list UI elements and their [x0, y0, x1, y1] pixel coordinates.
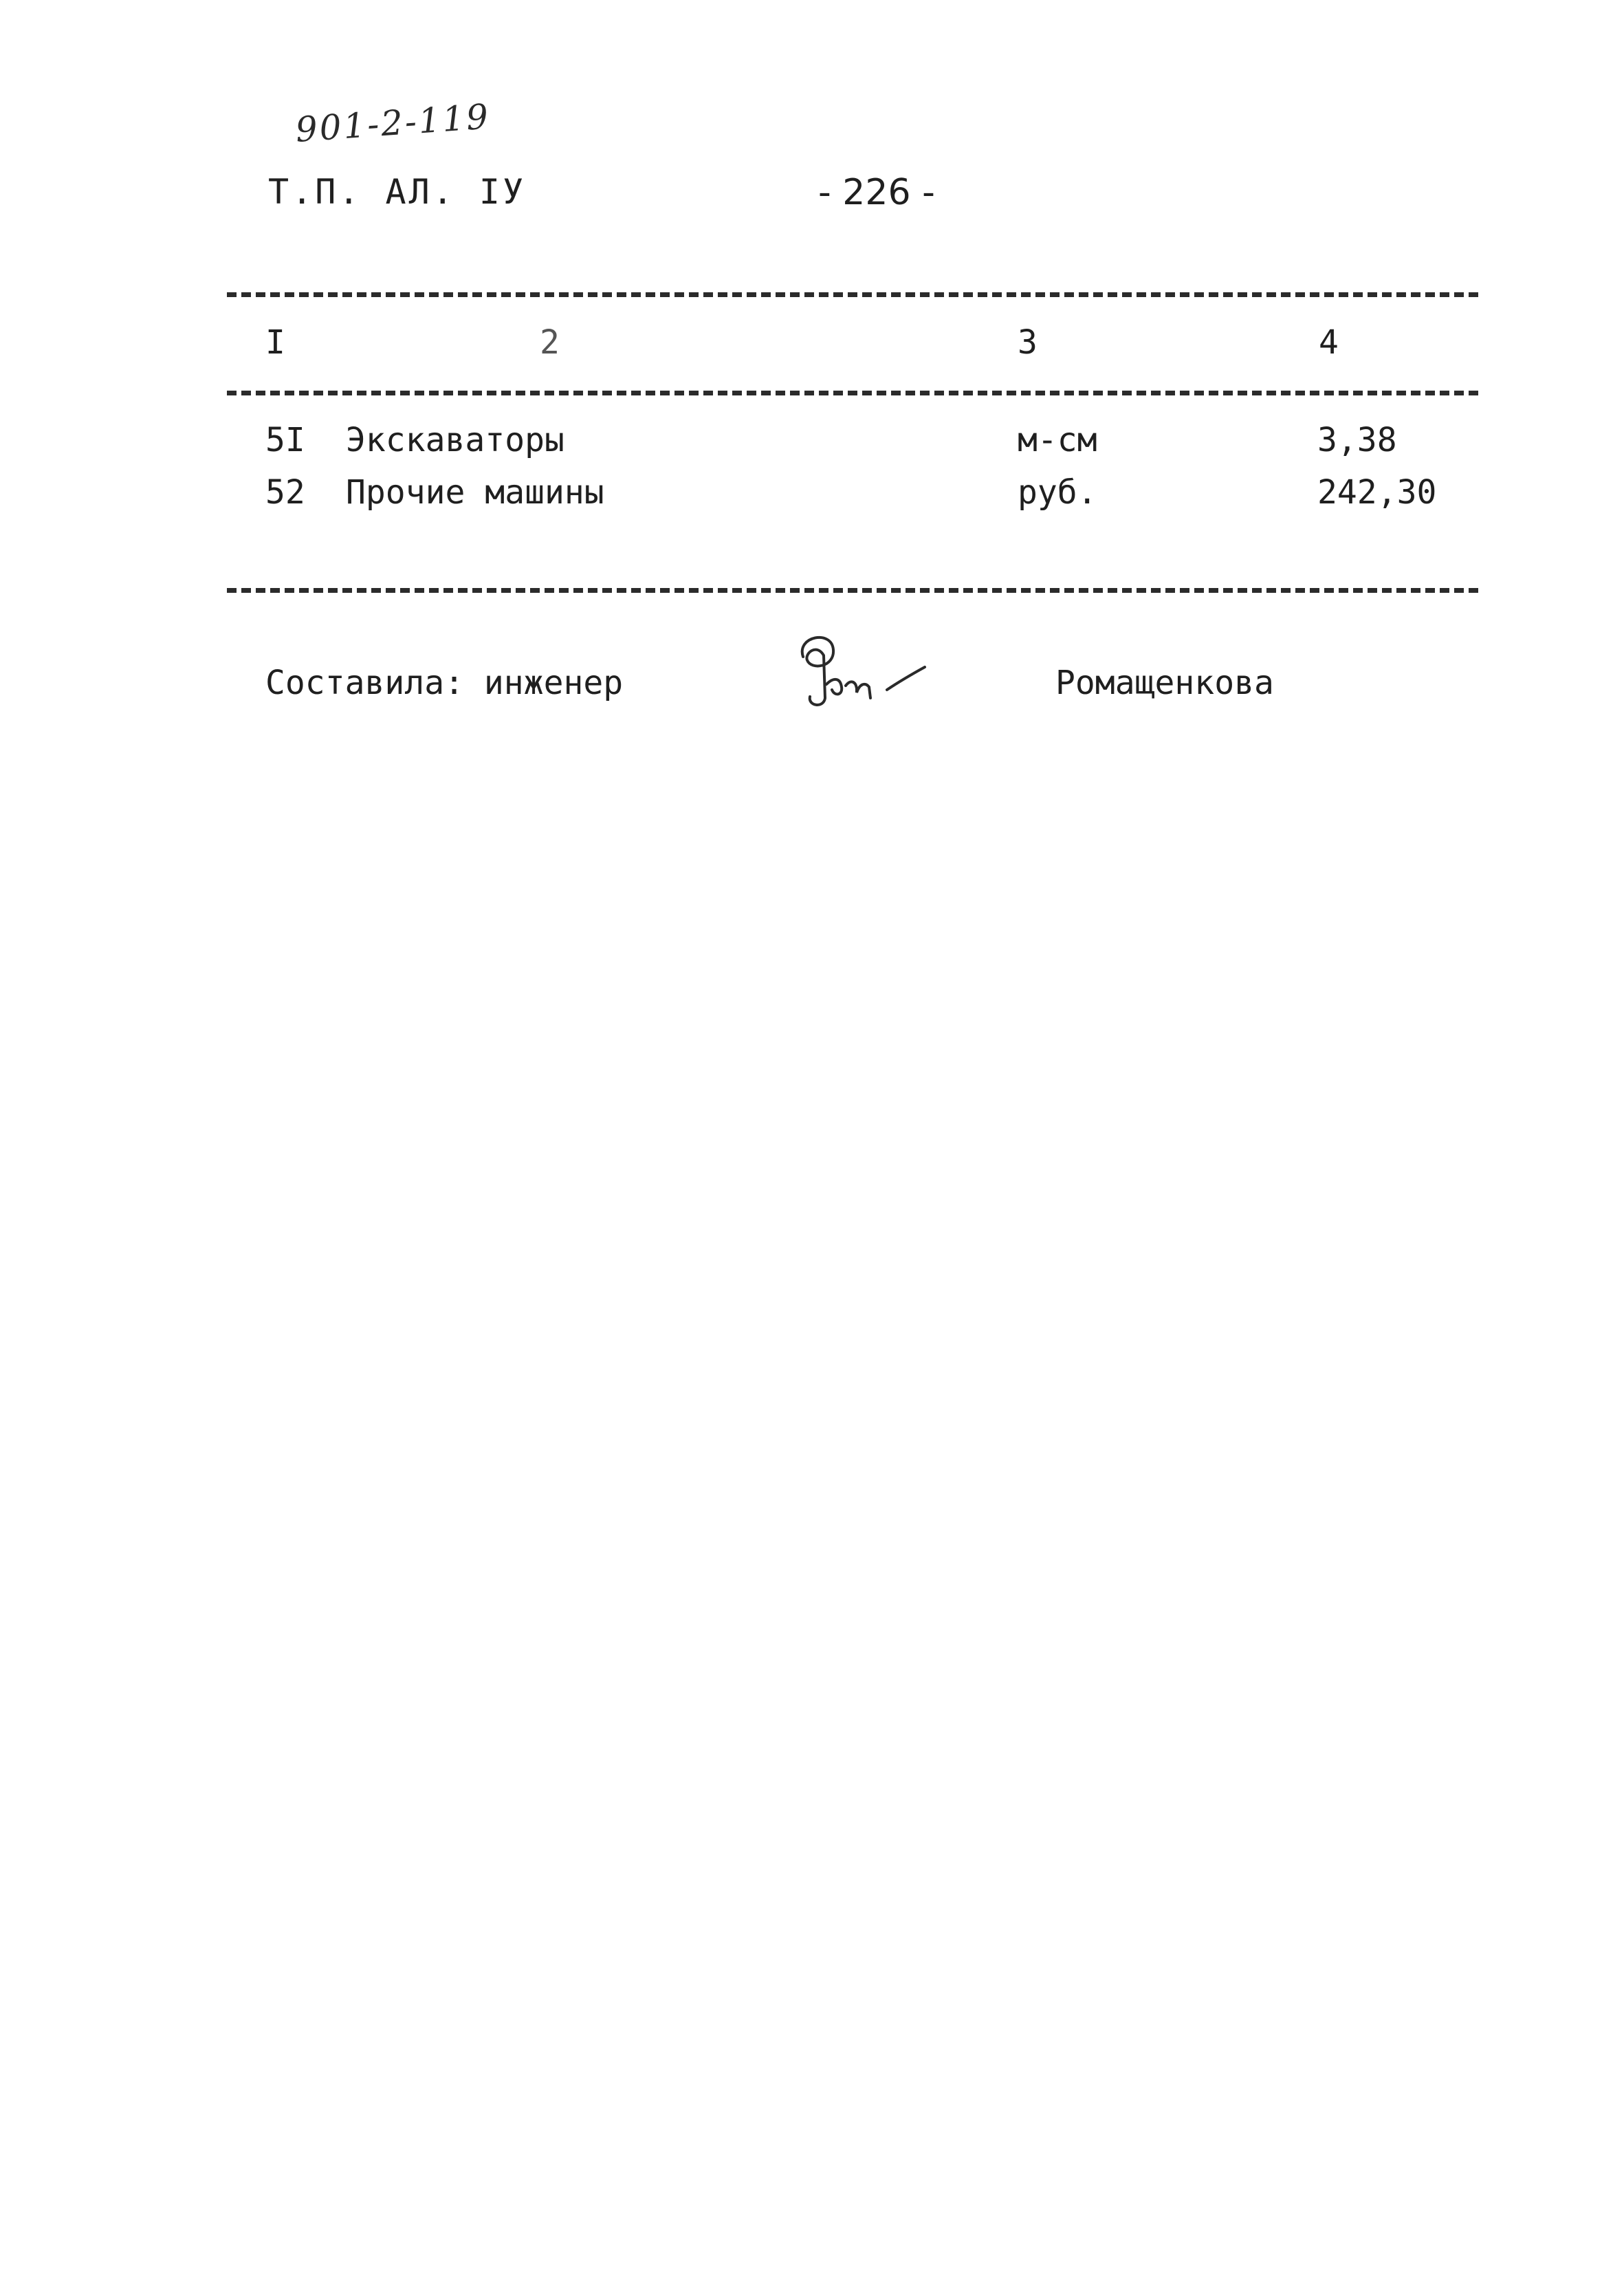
row-number: 52	[265, 473, 305, 512]
row-number: 5I	[265, 421, 305, 459]
table-top-rule	[227, 292, 1478, 297]
column-header-4: 4	[1319, 323, 1339, 362]
row-unit: м-см	[1018, 421, 1097, 459]
row-value: 242,30	[1317, 473, 1437, 512]
compiler-name: Ромащенкова	[1055, 664, 1274, 702]
page-number: - 226 -	[818, 172, 935, 213]
row-unit: руб.	[1018, 473, 1097, 512]
document-code: Т.П. АЛ. IУ	[268, 172, 527, 212]
compiled-by-label: Составила: инженер	[265, 664, 624, 702]
row-value: 3,38	[1317, 421, 1397, 459]
table-row	[0, 421, 1624, 469]
table-row	[0, 473, 1624, 521]
handwritten-document-code: 901-2-119	[294, 96, 492, 150]
column-header-2: 2	[540, 323, 560, 362]
table-header-rule	[227, 391, 1478, 395]
row-name: Прочие машины	[346, 473, 604, 512]
table-bottom-rule	[227, 588, 1478, 593]
column-header-1: I	[265, 323, 285, 362]
row-name: Экскаваторы	[346, 421, 564, 459]
handwritten-signature	[784, 629, 935, 719]
column-header-3: 3	[1018, 323, 1038, 362]
